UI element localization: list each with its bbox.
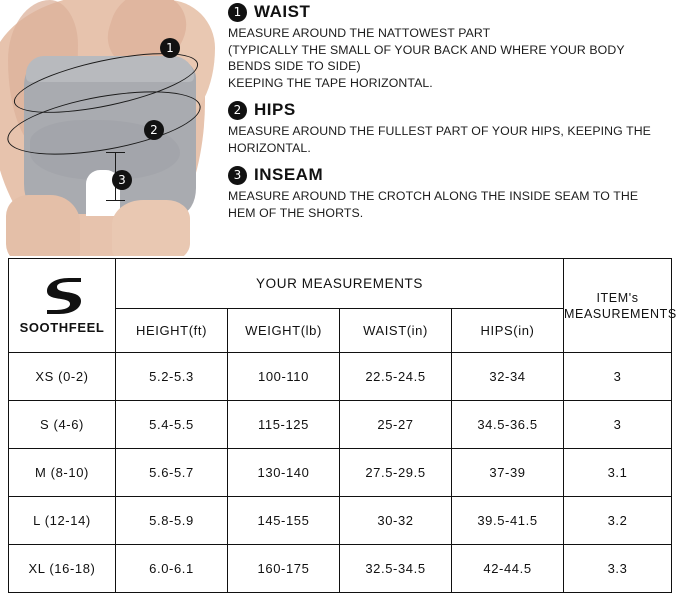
group-item-measurements — [564, 259, 677, 353]
instruction-waist-line-3: BENDS SIDE TO SIDE) — [228, 59, 361, 73]
cell-waist-l: 30-32 — [340, 497, 452, 545]
instruction-waist-title: WAIST — [254, 2, 311, 21]
cell-inseam-s: 3 — [564, 401, 672, 449]
instruction-waist-line-1: MEASURE AROUND THE NATTOWEST PART — [228, 26, 491, 40]
instruction-hips-title: HIPS — [254, 100, 296, 119]
cell-hips-xs: 32-34 — [452, 353, 564, 401]
brand-name: SOOTHFEEL — [19, 320, 105, 335]
cell-weight-s: 115-125 — [228, 401, 340, 449]
marker-1-waist: 1 — [160, 38, 180, 58]
cell-inseam-l: 3.2 — [564, 497, 672, 545]
cell-weight-m: 130-140 — [228, 449, 340, 497]
table-row — [9, 401, 672, 449]
cell-height-xs: 5.2-5.3 — [116, 353, 228, 401]
instructions-list — [228, 0, 674, 256]
column-header-height: HEIGHT(ft) — [116, 309, 228, 353]
cell-waist-m: 27.5-29.5 — [340, 449, 452, 497]
cell-hips-m: 37-39 — [452, 449, 564, 497]
group-your-measurements: YOUR MEASUREMENTS — [116, 259, 564, 309]
left-leg-shape — [6, 195, 80, 256]
column-header-weight: WEIGHT(lb) — [228, 309, 340, 353]
row-size-s: S (4-6) — [9, 401, 116, 449]
instruction-hips-header — [228, 100, 674, 120]
right-leg-shape — [112, 200, 190, 256]
instruction-inseam — [228, 165, 674, 221]
row-size-m: M (8-10) — [9, 449, 116, 497]
group-item-measurements-line-2: MEASUREMENTS — [564, 306, 677, 321]
instruction-hips-body — [228, 123, 674, 156]
table-row — [9, 545, 672, 593]
cell-height-m: 5.6-5.7 — [116, 449, 228, 497]
inseam-bottom-cap — [106, 200, 125, 201]
instruction-inseam-line-1: MEASURE AROUND THE CROTCH ALONG THE INSIDE SEAM TO THE — [228, 189, 639, 203]
row-size-l: L (12-14) — [9, 497, 116, 545]
instruction-hips — [228, 100, 674, 156]
top-section — [0, 0, 679, 256]
cell-inseam-xs: 3 — [564, 353, 672, 401]
number-3-icon: 3 — [228, 166, 247, 185]
column-header-waist: WAIST(in) — [340, 309, 452, 353]
cell-hips-xl: 42-44.5 — [452, 545, 564, 593]
instruction-waist-body — [228, 25, 674, 91]
instruction-waist-header — [228, 2, 674, 22]
cell-waist-xl: 32.5-34.5 — [340, 545, 452, 593]
cell-weight-xs: 100-110 — [228, 353, 340, 401]
cell-waist-xs: 22.5-24.5 — [340, 353, 452, 401]
table-row — [9, 353, 672, 401]
row-size-xl: XL (16-18) — [9, 545, 116, 593]
instruction-hips-line-1: MEASURE AROUND THE FULLEST PART OF YOUR HIPS, KEEPING THE — [228, 124, 651, 138]
cell-weight-xl: 160-175 — [228, 545, 340, 593]
number-2-icon: 2 — [228, 101, 247, 120]
cell-waist-s: 25-27 — [340, 401, 452, 449]
cell-height-l: 5.8-5.9 — [116, 497, 228, 545]
column-header-hips: HIPS(in) — [452, 309, 564, 353]
instruction-inseam-body — [228, 188, 674, 221]
brand-cell — [9, 259, 116, 353]
instruction-inseam-title: INSEAM — [254, 165, 324, 184]
marker-3-inseam: 3 — [112, 170, 132, 190]
instruction-waist — [228, 2, 674, 91]
instruction-waist-line-4: KEEPING THE TAPE HORIZONTAL. — [228, 75, 433, 90]
table-row — [9, 497, 672, 545]
table-row — [9, 449, 672, 497]
soothfeel-logo-icon — [39, 276, 85, 316]
instruction-hips-line-2: HORIZONTAL. — [228, 140, 311, 155]
cell-inseam-xl: 3.3 — [564, 545, 672, 593]
number-1-icon: 1 — [228, 3, 247, 22]
instruction-inseam-header — [228, 165, 674, 185]
instruction-inseam-line-2: HEM OF THE SHORTS. — [228, 205, 364, 220]
marker-2-hips: 2 — [144, 120, 164, 140]
cell-weight-l: 145-155 — [228, 497, 340, 545]
cell-height-s: 5.4-5.5 — [116, 401, 228, 449]
size-table-wrapper — [8, 258, 677, 608]
row-size-xs: XS (0-2) — [9, 353, 116, 401]
model-illustration — [0, 0, 222, 256]
instruction-waist-line-2: (TYPICALLY THE SMALL OF YOUR BACK AND WHERE YOUR BODY — [228, 42, 625, 57]
cell-hips-s: 34.5-36.5 — [452, 401, 564, 449]
size-table — [8, 258, 677, 593]
cell-hips-l: 39.5-41.5 — [452, 497, 564, 545]
cell-inseam-m: 3.1 — [564, 449, 672, 497]
group-item-measurements-line-1: ITEM's — [596, 290, 639, 305]
table-group-header-row — [9, 259, 672, 309]
cell-height-xl: 6.0-6.1 — [116, 545, 228, 593]
